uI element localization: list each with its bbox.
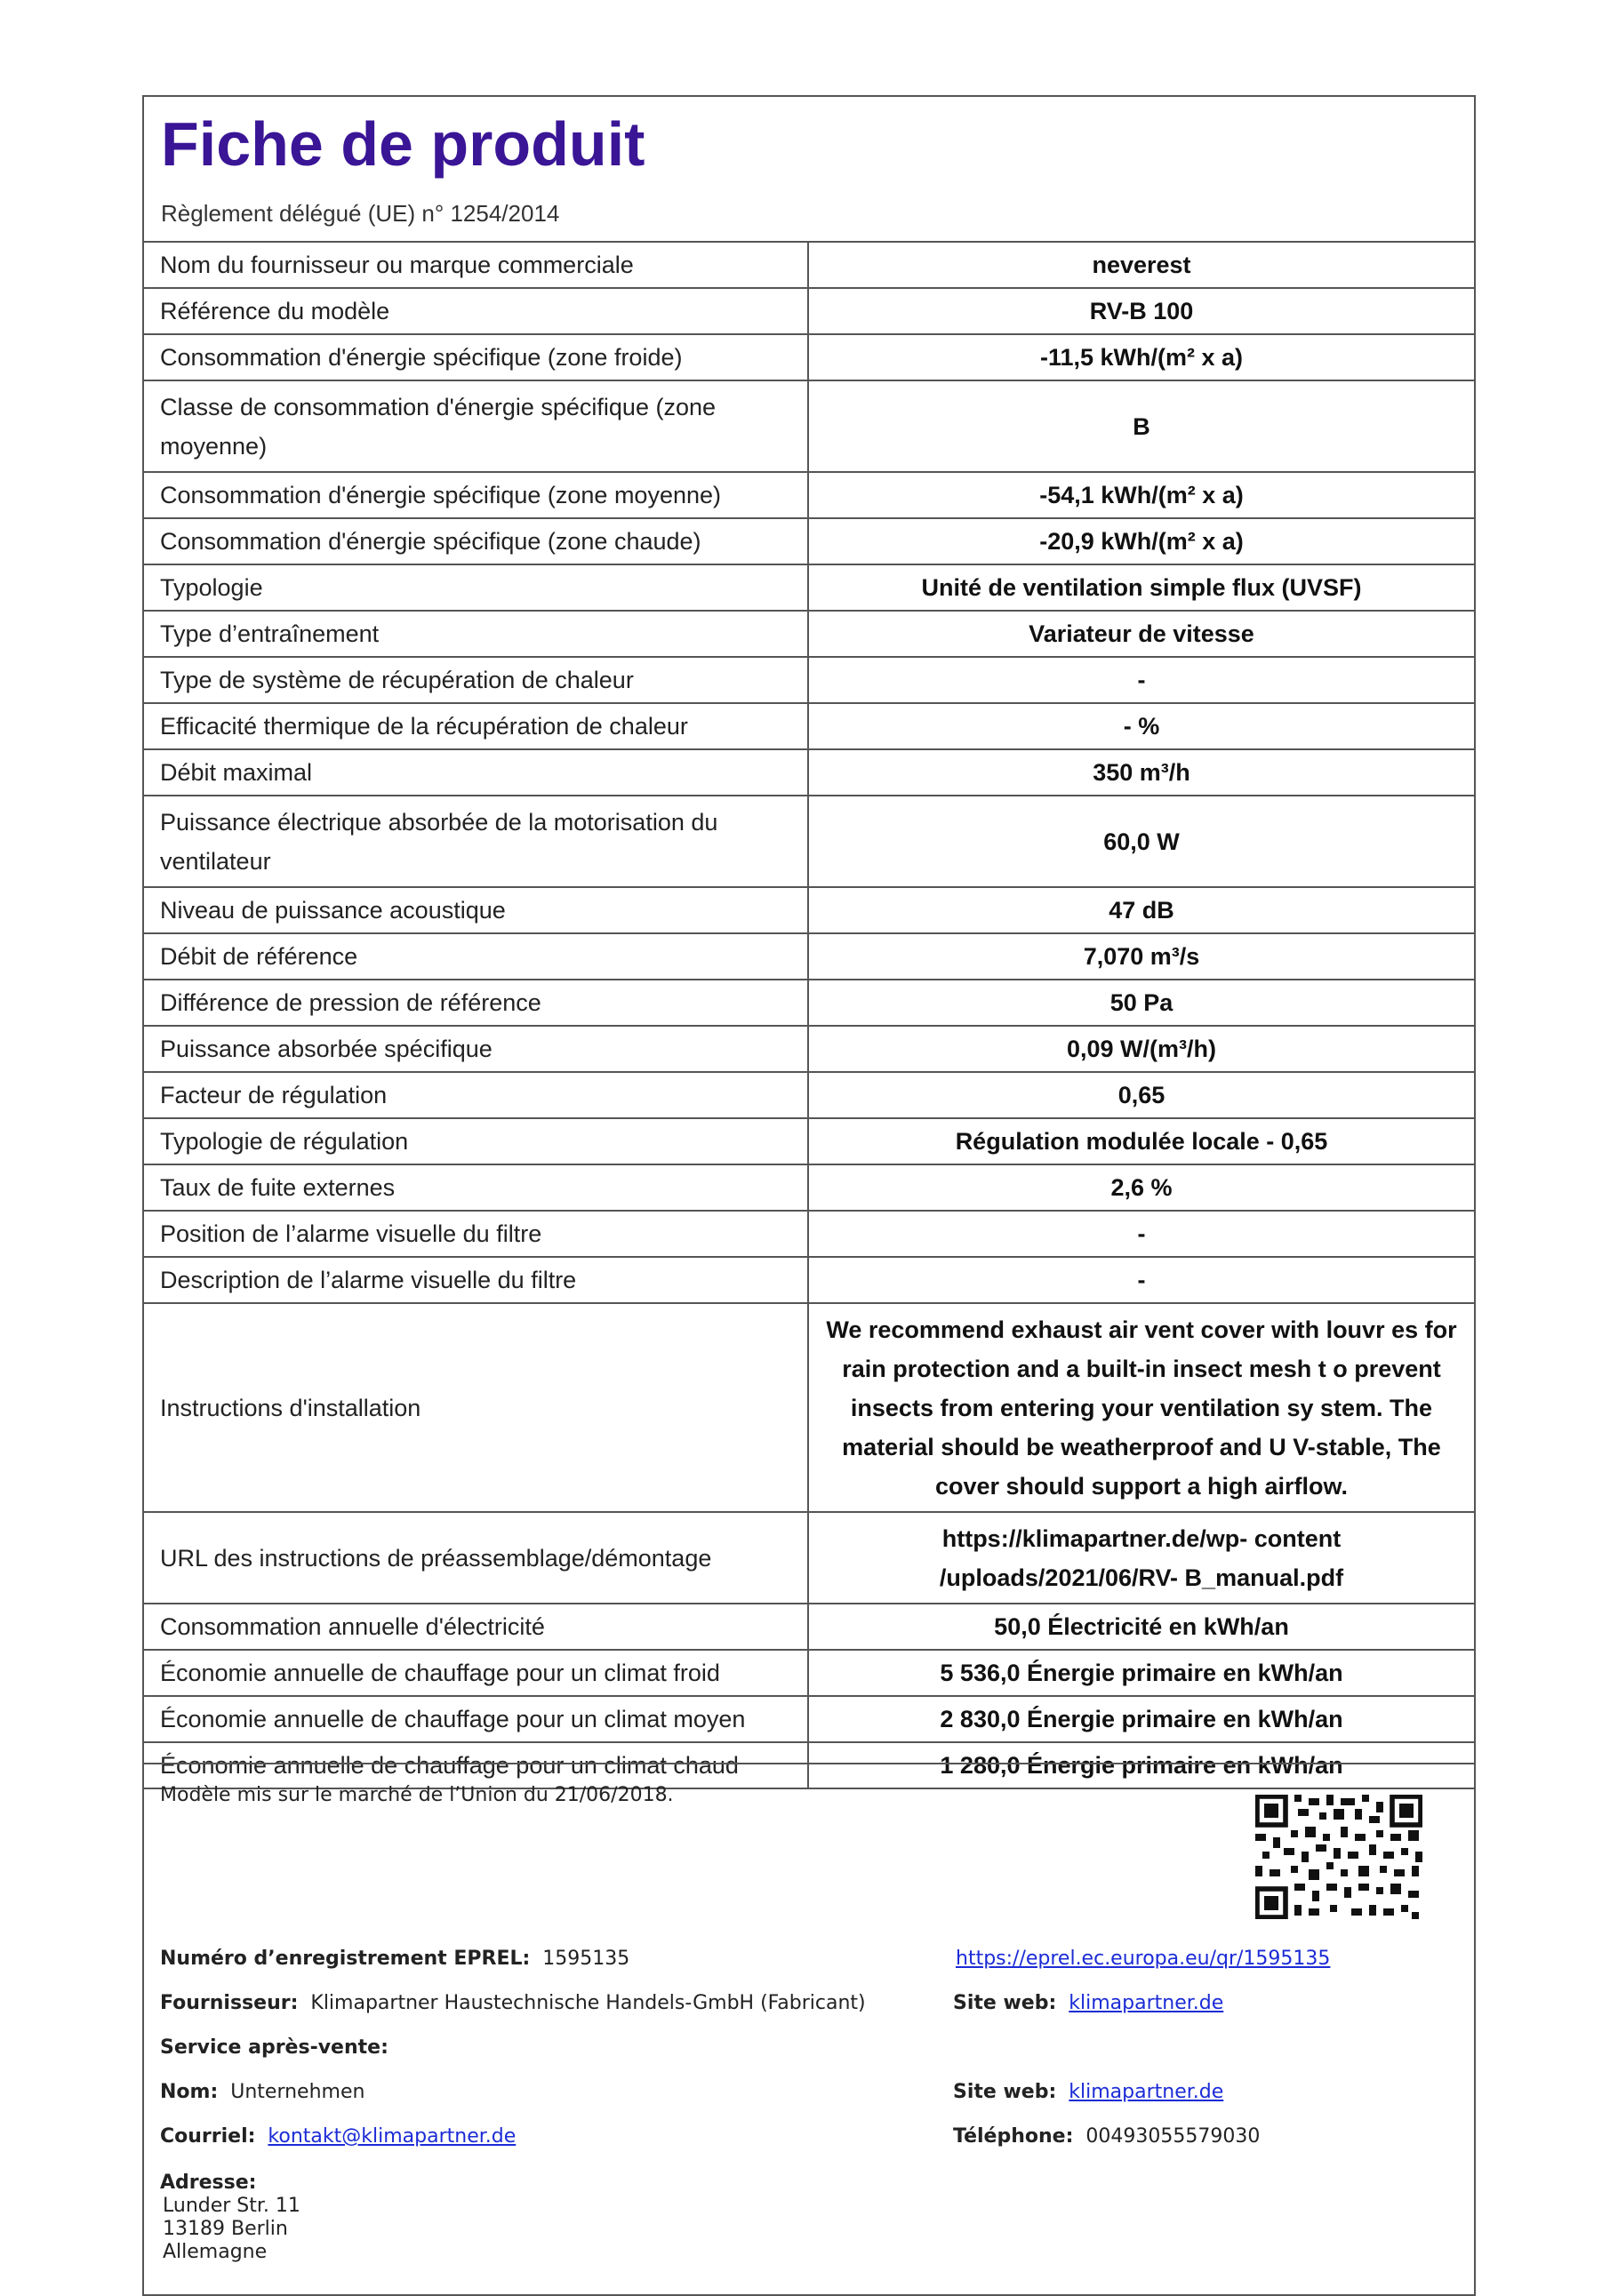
row-value: 0,09 W/(m³/h) [808,1026,1474,1072]
row-label: Classe de consommation d'énergie spécifique (zone moyenne) [144,380,808,472]
row-value: - [808,1257,1474,1303]
table-row [144,1604,1474,1650]
table-row [144,380,1474,472]
name-value: Unternehmen [230,2081,365,2103]
row-value: 2 830,0 Énergie primaire en kWh/an [808,1696,1474,1742]
service-email [160,2125,516,2148]
table-row [144,1257,1474,1303]
row-label: Consommation d'énergie spécifique (zone chaude) [144,518,808,564]
row-value: -54,1 kWh/(m² x a) [808,472,1474,518]
table-row [144,1118,1474,1164]
row-label: Description de l’alarme visuelle du filtre [144,1257,808,1303]
row-label: Différence de pression de référence [144,980,808,1026]
table-row [144,1164,1474,1211]
service-website-link[interactable]: klimapartner.de [1069,2081,1224,2103]
table-row [144,980,1474,1026]
supplier-info [160,1992,866,2014]
page-title: Fiche de produit [161,109,645,179]
row-value: 1 280,0 Énergie primaire en kWh/an [808,1742,1474,1788]
row-label: Nom du fournisseur ou marque commerciale [144,243,808,288]
row-value: 47 dB [808,887,1474,933]
row-value: - % [808,703,1474,749]
table-row [144,472,1474,518]
row-value: Unité de ventilation simple flux (UVSF) [808,564,1474,611]
row-label: Économie annuelle de chauffage pour un climat froid [144,1650,808,1696]
row-value: 5 536,0 Énergie primaire en kWh/an [808,1650,1474,1696]
row-label: Efficacité thermique de la récupération de chaleur [144,703,808,749]
row-label: Consommation d'énergie spécifique (zone moyenne) [144,472,808,518]
sheet-header [144,97,1474,243]
table-row [144,611,1474,657]
table-row [144,1072,1474,1118]
table-row [144,1303,1474,1512]
row-label: Facteur de régulation [144,1072,808,1118]
row-value: Variateur de vitesse [808,611,1474,657]
row-label: Puissance électrique absorbée de la motorisation du ventilateur [144,796,808,887]
row-value: 350 m³/h [808,749,1474,796]
row-label: Position de l’alarme visuelle du filtre [144,1211,808,1257]
row-label: Niveau de puissance acoustique [144,887,808,933]
service-name [160,2081,364,2103]
row-label: Instructions d'installation [144,1303,808,1512]
table-row [144,796,1474,887]
address-line: 13189 Berlin [163,2218,288,2240]
row-label: Puissance absorbée spécifique [144,1026,808,1072]
table-row [144,657,1474,703]
phone-label: Téléphone: [953,2125,1074,2148]
row-value: 0,65 [808,1072,1474,1118]
row-value: - [808,657,1474,703]
row-label: Économie annuelle de chauffage pour un climat moyen [144,1696,808,1742]
service-heading: Service après-vente: [160,2036,388,2059]
eprel-registration [160,1948,629,1970]
regulation-subtitle: Règlement délégué (UE) n° 1254/2014 [161,200,560,227]
address-line: Allemagne [163,2241,268,2263]
row-value: -11,5 kWh/(m² x a) [808,334,1474,380]
table-row [144,518,1474,564]
row-value: https://klimapartner.de/wp- content /uploads/2021/06/RV- B_manual.pdf [808,1512,1474,1604]
table-row [144,703,1474,749]
row-value: 50 Pa [808,980,1474,1026]
row-label: Type d’entraînement [144,611,808,657]
table-row [144,887,1474,933]
row-label: Type de système de récupération de chaleur [144,657,808,703]
table-row [144,1512,1474,1604]
row-label: Débit de référence [144,933,808,980]
supplier-name: Klimapartner Haustechnische Handels-GmbH (Fabricant) [310,1992,866,2014]
row-value: - [808,1211,1474,1257]
eprel-label: Numéro d’enregistrement EPREL: [160,1948,531,1970]
service-website [953,2081,1223,2103]
row-value: RV-B 100 [808,288,1474,334]
address-line: Lunder Str. 11 [163,2195,300,2217]
row-label: Taux de fuite externes [144,1164,808,1211]
table-row [144,749,1474,796]
table-row [144,1026,1474,1072]
row-value: neverest [1092,252,1191,278]
row-label: Référence du modèle [144,288,808,334]
row-value: -20,9 kWh/(m² x a) [808,518,1474,564]
row-value: 7,070 m³/s [808,933,1474,980]
website-label: Site web: [953,1992,1057,2014]
email-link[interactable]: kontakt@klimapartner.de [268,2125,517,2148]
row-value: We recommend exhaust air vent cover with louvr es for rain protection and a built-in insect mesh t o prevent insects from entering your ventilation sy stem. The material should be weatherproof and U V-stable, The cover should support a high airflow. [808,1303,1474,1512]
name-label: Nom: [160,2081,219,2103]
service-phone [953,2125,1260,2148]
row-label: Économie annuelle de chauffage pour un climat chaud [144,1742,808,1788]
row-value: 2,6 % [808,1164,1474,1211]
row-value: 50,0 Électricité en kWh/an [808,1604,1474,1650]
row-value: Régulation modulée locale - 0,65 [808,1118,1474,1164]
phone-value: 00493055579030 [1085,2125,1261,2148]
supplier-website [953,1992,1223,2014]
eprel-number: 1595135 [542,1948,630,1970]
table-row [144,243,1474,288]
table-row [144,1211,1474,1257]
table-row [144,288,1474,334]
table-row [144,933,1474,980]
email-label: Courriel: [160,2125,256,2148]
market-date: Modèle mis sur le marché de l’Union du 21/06/2018. [160,1784,674,1806]
row-label: Consommation annuelle d'électricité [144,1604,808,1650]
row-value: B [808,380,1474,472]
table-row [144,1650,1474,1696]
row-label: Typologie [144,564,808,611]
qr-code-icon[interactable] [1255,1795,1422,1919]
eprel-footer [142,1763,1476,2296]
row-value: 60,0 W [808,796,1474,887]
product-sheet [142,95,1476,1789]
service-website-label: Site web: [953,2081,1057,2103]
table-row [144,564,1474,611]
table-row [144,1696,1474,1742]
table-row [144,334,1474,380]
eprel-link[interactable]: https://eprel.ec.europa.eu/qr/1595135 [956,1948,1331,1970]
product-table [144,243,1474,1788]
address-label: Adresse: [160,2172,257,2194]
row-label: URL des instructions de préassemblage/démontage [144,1512,808,1604]
website-link[interactable]: klimapartner.de [1069,1992,1224,2014]
supplier-label: Fournisseur: [160,1992,299,2014]
row-label: Typologie de régulation [144,1118,808,1164]
row-label: Débit maximal [144,749,808,796]
row-label: Consommation d'énergie spécifique (zone froide) [144,334,808,380]
